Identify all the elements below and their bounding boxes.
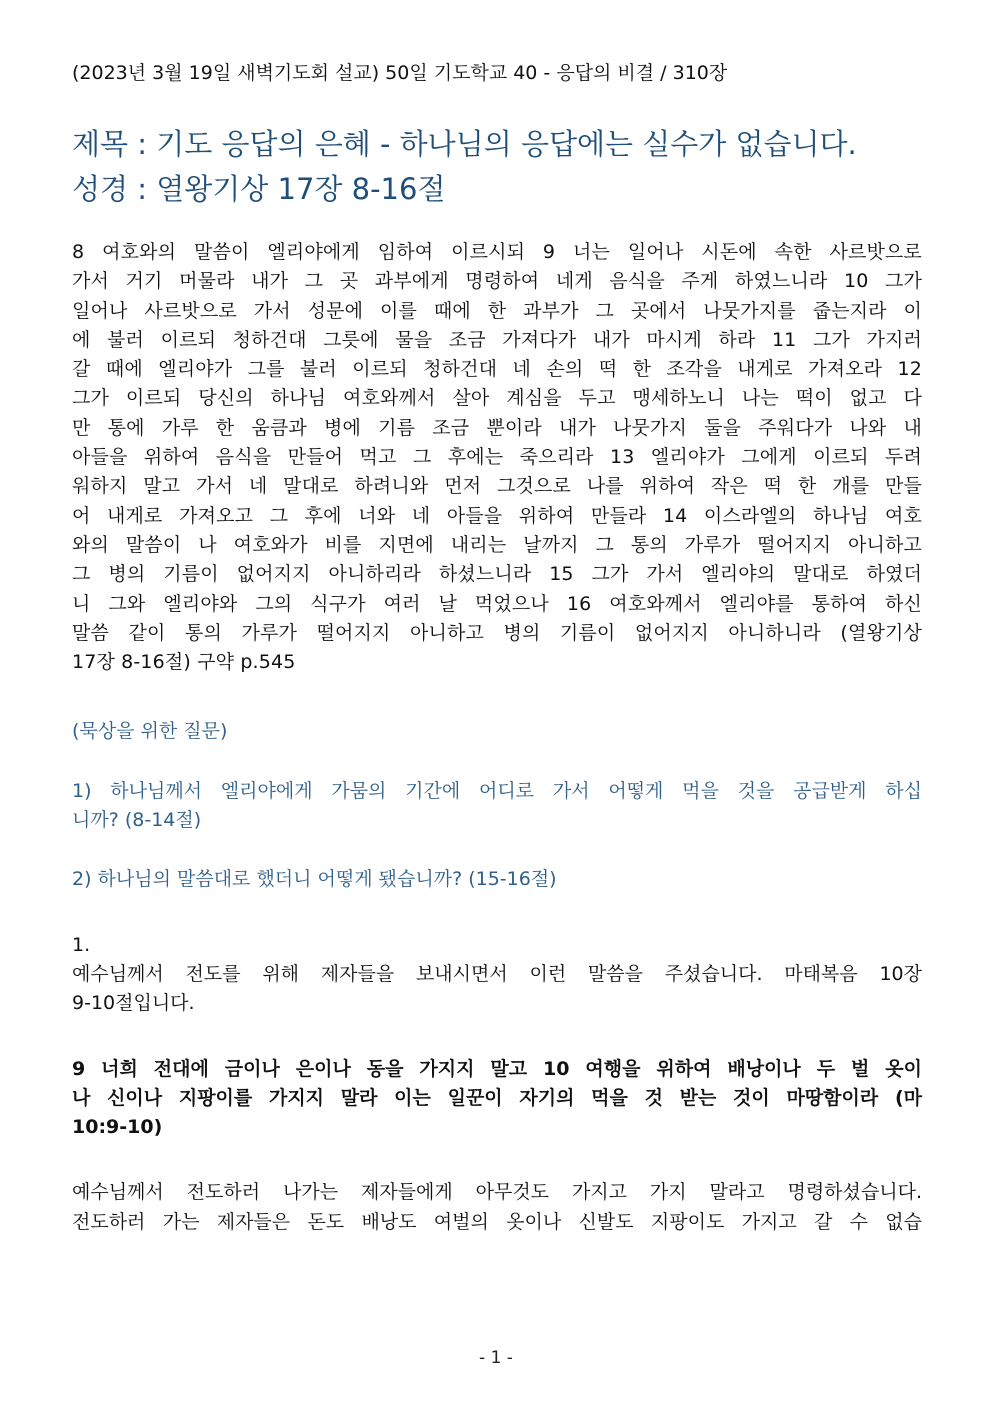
scripture-line: 어 내게로 가져오고 그 후에 너와 네 아들을 위하여 만들라 14 이스라엘의 하나님 여호 (72, 504, 922, 527)
scripture-reference: 성경 : 열왕기상 17장 8-16절 (72, 172, 446, 206)
scripture-text (72, 238, 922, 677)
meditation-heading: (묵상을 위한 질문) (72, 720, 228, 743)
scripture-line: 아들을 위하여 음식을 만들어 먹고 그 후에는 죽으리라 13 엘리야가 그에게 이르되 두려 (72, 446, 922, 469)
scripture-line: 그가 이르되 당신의 하나님 여호와께서 살아 계심을 두고 맹세하노니 나는 떡이 없고 다 (72, 387, 922, 410)
page-number: - 1 - (479, 1348, 513, 1368)
question-1 (72, 777, 922, 836)
section-line: 예수님께서 전도를 위해 제자들을 보내시면서 이런 말씀을 주셨습니다. 마태복음 10장 (72, 962, 922, 985)
document-page (72, 58, 922, 1237)
quoted-verse (72, 1055, 922, 1143)
body-paragraph (72, 1178, 922, 1237)
scripture-line: 17장 8-16절) 구약 p.545 (72, 651, 296, 674)
title-block (72, 122, 922, 212)
scripture-line: 그 병의 기름이 없어지지 아니하리라 하셨느니라 15 그가 가서 엘리야의 말대로 하였더 (72, 563, 922, 586)
scripture-line: 와의 말씀이 나 여호와가 비를 지면에 내리는 날까지 그 통의 가루가 떨어지지 아니하고 (72, 533, 922, 556)
question-line: 니까? (8-14절) (72, 809, 202, 832)
verse-line: 9 너희 전대에 금이나 은이나 동을 가지지 말고 10 여행을 위하여 배낭이나 두 벌 옷이 (72, 1057, 922, 1080)
scripture-line: 만 통에 가루 한 움큼과 병에 기름 조금 뿐이라 내가 나뭇가지 둘을 주워다가 나와 내 (72, 416, 922, 439)
section-number: 1. (72, 933, 91, 956)
paragraph-line: 전도하러 가는 제자들은 돈도 배낭도 여벌의 옷이나 신발도 지팡이도 가지고 갈 수 없습 (72, 1210, 922, 1233)
scripture-line: 일어나 사르밧으로 가서 성문에 이를 때에 한 과부가 그 곳에서 나뭇가지를 줍는지라 이 (72, 299, 922, 322)
paragraph-line: 예수님께서 전도하러 나가는 제자들에게 아무것도 가지고 가지 말라고 명령하셨습니다. (72, 1181, 922, 1204)
section-line: 9-10절입니다. (72, 992, 195, 1015)
scripture-line: 가서 거기 머물라 내가 그 곳 과부에게 명령하여 네게 음식을 주게 하였느니라 10 그가 (72, 270, 922, 293)
sermon-header: (2023년 3월 19일 새벽기도회 설교) 50일 기도학교 40 - 응답의 비결 / 310장 (72, 62, 728, 84)
scripture-line: 니 그와 엘리야와 그의 식구가 여러 날 먹었으나 16 여호와께서 엘리야를 통하여 하신 (72, 592, 922, 615)
sermon-title: 제목 : 기도 응답의 은혜 - 하나님의 응답에는 실수가 없습니다. (72, 127, 857, 161)
scripture-line: 에 불러 이르되 청하건대 그릇에 물을 조금 가져다가 내가 마시게 하라 11 그가 가지러 (72, 328, 922, 351)
meditation-questions (72, 717, 922, 894)
verse-line: 10:9-10) (72, 1116, 163, 1139)
scripture-line: 말씀 같이 통의 가루가 떨어지지 아니하고 병의 기름이 없어지지 아니하니라 (열왕기상 (72, 621, 922, 644)
question-line: 1) 하나님께서 엘리야에게 가뭄의 기간에 어디로 가서 어떻게 먹을 것을 공급받게 하십 (72, 779, 922, 802)
section-1 (72, 931, 922, 1019)
question-2: 2) 하나님의 말씀대로 했더니 어떻게 됐습니까? (15-16절) (72, 868, 557, 891)
verse-line: 나 신이나 지팡이를 가지지 말라 이는 일꾼이 자기의 먹을 것 받는 것이 마땅함이라 (마 (72, 1086, 922, 1109)
scripture-line: 워하지 말고 가서 네 말대로 하려니와 먼저 그것으로 나를 위하여 작은 떡 한 개를 만들 (72, 475, 922, 498)
scripture-line: 8 여호와의 말씀이 엘리야에게 임하여 이르시되 9 너는 일어나 시돈에 속한 사르밧으로 (72, 241, 922, 263)
scripture-line: 갈 때에 엘리야가 그를 불러 이르되 청하건대 네 손의 떡 한 조각을 내게로 가져오라 12 (72, 358, 922, 381)
